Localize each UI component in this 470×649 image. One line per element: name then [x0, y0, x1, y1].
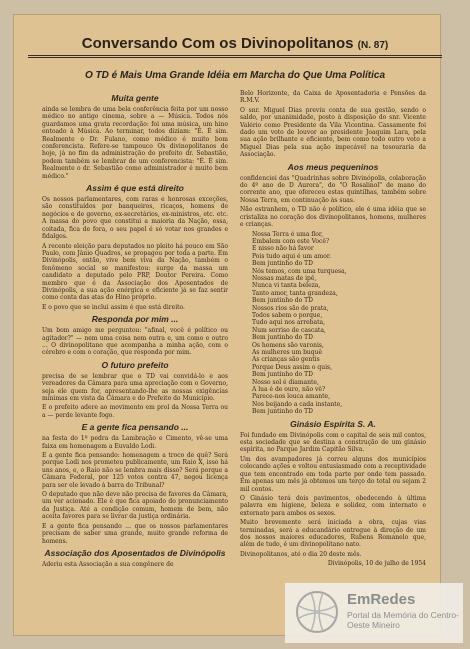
watermark-name: EmRedes: [347, 591, 416, 608]
heading-e-a-gente-fica-pensando: E a gente fica pensando ...: [81, 422, 189, 433]
paragraph: E o povo que se inclui assim é que está direito.: [42, 303, 185, 311]
article-title: [0, 35, 470, 52]
paragraph: Um bom amigo me perguntou: "afinal, você é político ou agitador?" — nem uma coisa nem outra e, um como e outro ... O divinopolitano que acompanha a minha ação, com o cérebro e com o coração, que responda por mim.: [42, 327, 228, 357]
globe-logo-icon: [295, 590, 339, 634]
paragraph: Aderiu esta Associação a sua congênere de: [42, 560, 174, 568]
paragraph: O Ginásio terá dois pavimentos, obedecendo à última palavra em higiene, beleza e solidez, com internato e externato para ambos os sexos.: [240, 494, 426, 517]
poem: Nossa Terra é uma flor, Embalem com este Você? E nisso não há favor Pois tudo aqui é um amor. Bem juntinho do TD Nós temos, com uma turquesa, Nossas matas de ipê, Nunca vi tanta beleza, Tanto amor, tanta grandeza, Bem juntinho do TD Nossos rios são de prata, Todos sabem o porque, Tudo aqui nos arrebata, Num sorriso de cascata, Bem juntinho do TD Os homens são varonis, As mulheres um buquê As crianças são gentis Porque Deus assim o quis, Bem juntinho do TD Nosso sol é diamante, A lua é de ouro, não vê? Parece-nos louca amante, Nos beijando a cada instante, Bem juntinho do TD: [252, 230, 347, 416]
heading-associacao-aposentados: Associação dos Aposentados de Divinópolis: [44, 547, 226, 558]
heading-assim-e-que-esta-direito: Assim é que está direito: [86, 183, 184, 194]
paragraph: O snr. Miguel Dias previu conta de sua gestão, sendo o saldo, por unanimidade, posto à disposição do snr. Vicente Valério como Presidente da Vila Vicentina. Cassamente foi dado um voto de louvor ao presidente Joaquim Lara, pela sua ação brilhante e eficiente, bem como todo outro voto a Miguel Dias pela sua ação impecável na tesouraria da Associação.: [240, 106, 426, 159]
article-subtitle: O TD é Mais Uma Grande Idéia em Marcha do Que Uma Política: [84, 70, 386, 81]
heading-o-futuro-prefeito: O futuro prefeito: [101, 359, 169, 370]
paragraph: E a gente fica pensando ... que os nossos parlamentares precisam de saber uma grande, muito grande reforma de homens.: [42, 522, 228, 545]
title-text: Conversando Com os Divinopolitanos: [81, 35, 354, 52]
paragraph: na festa do 1º pedra da Lambração e Cimento, vê-se uma faixa em homenagem a Euvaldo Lodi.: [42, 435, 228, 450]
paragraph: Muito brevemente será iniciada a obra, cujas vias terminadas, será a educandário entregue à direção de um dos nossos maiores educadores, Rubens Romanelo que, além de tudo, é um divinopolitano nato.: [240, 519, 426, 549]
paragraph: Um dos avampadores já correu alguns dos municípios colocando ações e voltou entusiasmado com a receptividade que tem encontrado em toda parte por onde tem passado. Em apenas um mês já obtemos um terço do total ou sejam 2 mil contos.: [240, 455, 426, 493]
issue-number: (N. 87): [357, 40, 389, 51]
paragraph: confidenciei das "Quadrinhas sobre Divinópolis, colaboração do 4º ano de D Aurora", do "O Rosalinol" de mano do corrente ano, que ofereceu estas quintilhas, também sobre Nossa Terra, em continuação às suas.: [240, 174, 426, 204]
heading-responda-por-mim: Responda por mim ...: [91, 314, 179, 325]
left-column: [42, 90, 228, 610]
heading-muita-gente: Muita gente: [111, 93, 159, 103]
paragraph: A recente eleição para deputados no pleito há pouco em São Paulo, com Jânio Quadros, se propagou por toda a parte. Em Divinópolis, então, vive bem viva da Nação, também o fenômeno social se manifestou: surge da massa um candidato a deputado pelo PRP, Doutor Pereira. Como membro que é da Associação dos Aposentados de Divinópolis, a sua ação enérgica e eficiente já se faz sentir como conta das atas do Hino próprio.: [42, 242, 228, 302]
paragraph: Não estranhem, o TD não é político, ele é uma idéia que se cristaliza no coração dos divinopolitanos, homens, mulheres e crianças.: [240, 206, 426, 229]
paragraph: Divinopolitanos, até o dia 20 deste mês.: [240, 550, 362, 558]
watermark-subtitle: Portal da Memória do Centro-Oeste Mineiro: [347, 610, 459, 630]
dateline: Divinópolis, 10 de julho de 1954: [327, 560, 426, 568]
paragraph: E a gente fica pensando: homenagem a troco de quê? Será porque Lodi nos prometeu publicamente, um Raio X, isso há uns anos, e, o Raio não se lembra mais disso? Será porque a Câmara Federal, por 125 votos contra 47, negou licença para ser ele levado à barra do Tribunal?: [42, 452, 228, 489]
paragraph: ainda se lembra de uma bela conferência feita por um nosso médico no antigo cinema, sobre a — Música. Todos nós guardamos uma grata recordação: foi uma música, um hino entoado à Música. Ao terminar, todos diziam: "É. É sim. Realmente o Dr. Fulano, como médico é muito bom conferencista. Refere-se tampouco Os divinopolitanos de hoje, já no fim da administração do prefeito dr. Sebastião, podem também se lembrar de um conferencista: "É. É sim. Realmente o dr. Sebastião como administrador é muito bem médico.": [42, 106, 228, 180]
paragraph: Os nossos parlamentares, com raras e honrosas exceções, são constituídos por banqueiros, ricaços, homens de negócios e de governo, ex-secretários, ex-ministros, etc. etc. A massa do povo que constitui a maioria da Nação, essa, coitada, fica de fora, o seu papel é só votar nos grandes e fidalgos.: [42, 196, 228, 241]
title-divider: [28, 55, 442, 56]
paragraph: Belo Horizonte, da Caixa de Aposentadoria e Pensões da R.M.V.: [240, 90, 426, 105]
paragraph: O deputado que não deve não precisa de favores da Câmara, um ver acionado. Ele é que fica apoiado do pronunciamento da Justiça. Até a condição comum, homem de bem, não aceita favores para se livrar da justiça ordinária.: [42, 491, 228, 521]
paragraph: precisa de se lembrar que o TD vai convidá-lo e aos vereadores da Câmara para uma apreciação com o Governo, seja ele quem for, apresentando-lhe as nossas exigências mínimas em vista da Câmara e do Prefeito do Município.: [42, 372, 228, 402]
paragraph: E o prefeito adere ao movimento em prol da Nossa Terra ou a — perde levante fogo.: [42, 404, 228, 419]
right-column: [240, 90, 426, 610]
heading-ginasio-espirita: Ginásio Espírita S. A.: [290, 418, 376, 429]
paragraph: Foi fundado em Divinópolis com o capital de seis mil contos, esta sociedade que se destina a construção de um ginásio espírita, no Parque Jardim Capitão Silva.: [240, 431, 426, 454]
heading-aos-meus-pequeninos: Aos meus pequeninos: [287, 161, 379, 172]
title-divider-double: [28, 57, 442, 58]
watermark-badge: [285, 583, 463, 643]
